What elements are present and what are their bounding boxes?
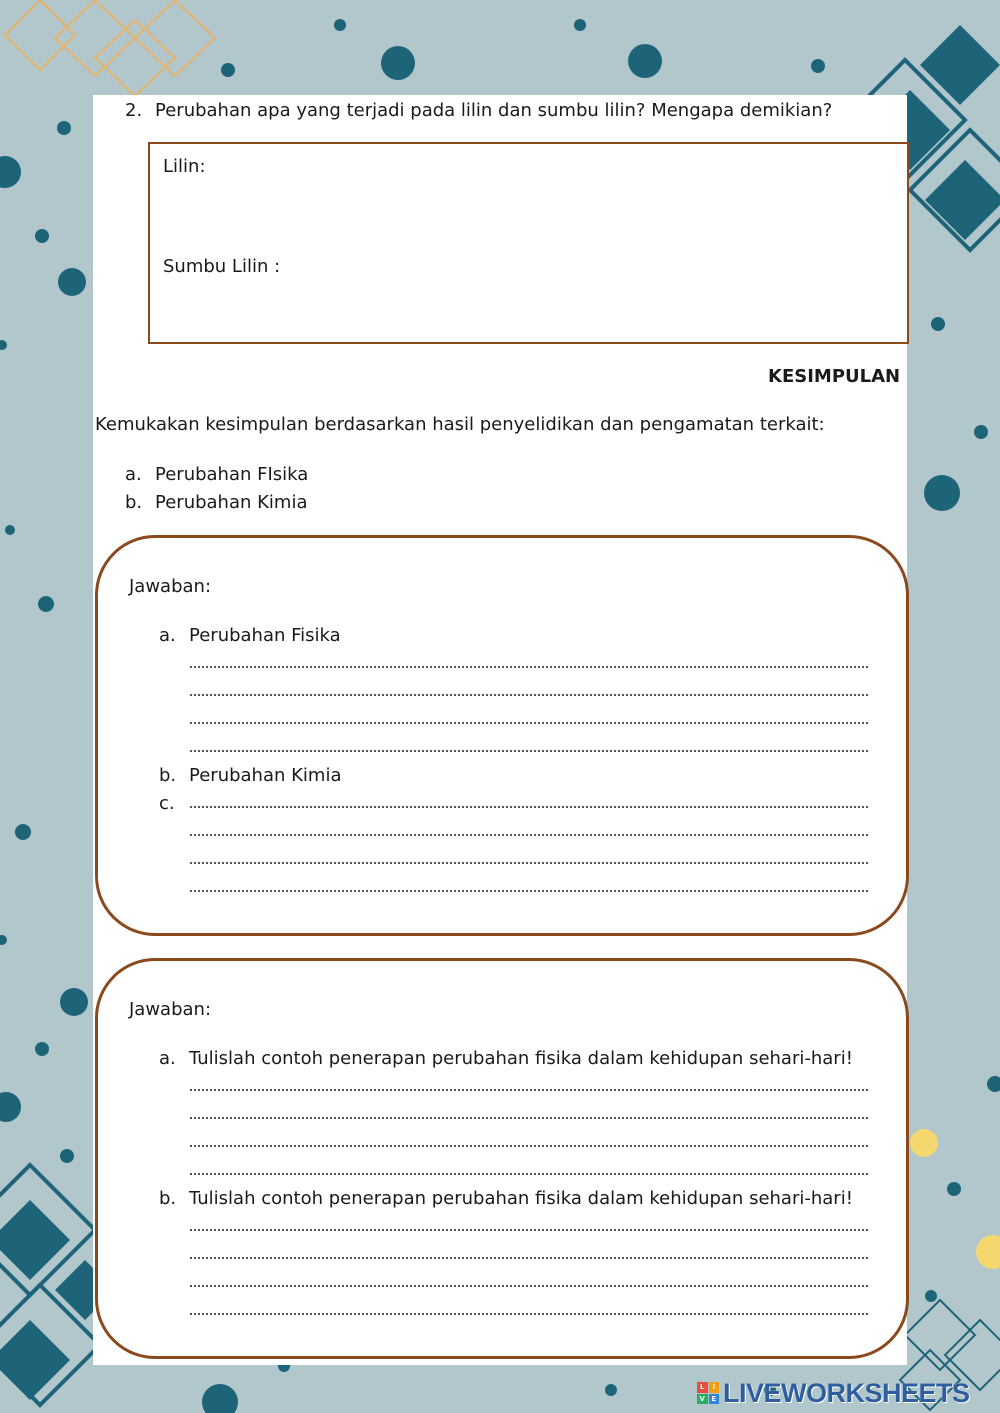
answer-line[interactable] — [190, 1255, 868, 1259]
logo-letter: L — [697, 1382, 708, 1393]
answer-line[interactable] — [190, 804, 868, 808]
logo-letter: V — [697, 1394, 708, 1405]
answer-box-2-b-marker: b. — [159, 1188, 177, 1209]
liveworksheets-brand[interactable] — [697, 1375, 970, 1411]
question-2-answer-box — [148, 142, 909, 344]
item-b-text: Perubahan Kimia — [155, 492, 308, 513]
yellow-dots — [910, 1129, 1000, 1269]
item-a-text: Perubahan FIsika — [155, 464, 309, 485]
answer-box-1-heading: Jawaban: — [129, 576, 212, 597]
answer-line[interactable] — [190, 832, 868, 836]
answer-line[interactable] — [190, 1143, 868, 1147]
label-sumbu-lilin: Sumbu Lilin : — [163, 256, 281, 277]
item-b-marker: b. — [125, 492, 143, 513]
answer-line[interactable] — [190, 748, 868, 752]
answer-box-1-a-marker: a. — [159, 625, 176, 646]
liveworksheets-logo-icon — [697, 1382, 719, 1404]
question-2-number: 2. — [125, 100, 143, 121]
logo-letter: I — [709, 1382, 720, 1393]
answer-box-1-c-marker: c. — [159, 793, 175, 814]
answer-line[interactable] — [190, 692, 868, 696]
question-2-text: Perubahan apa yang terjadi pada lilin dan sumbu lilin? Mengapa demikian? — [155, 100, 833, 121]
answer-box-1-b-marker: b. — [159, 765, 177, 786]
answer-box-2-a-marker: a. — [159, 1048, 176, 1069]
answer-box-1-b-text: Perubahan Kimia — [189, 765, 342, 786]
diamond-pattern-top-left — [5, 0, 215, 96]
label-lilin: Lilin: — [163, 156, 206, 177]
answer-box-2-heading: Jawaban: — [129, 999, 212, 1020]
answer-line[interactable] — [190, 860, 868, 864]
answer-line[interactable] — [190, 1171, 868, 1175]
answer-box-1 — [95, 535, 909, 936]
brand-text: LIVEWORKSHEETS — [723, 1377, 970, 1408]
answer-line[interactable] — [190, 720, 868, 724]
answer-box-2 — [95, 958, 909, 1359]
answer-line[interactable] — [190, 1115, 868, 1119]
logo-letter: E — [709, 1394, 720, 1405]
answer-box-2-a-text: Tulislah contoh penerapan perubahan fisika dalam kehidupan sehari-hari! — [189, 1048, 853, 1069]
answer-line[interactable] — [190, 1283, 868, 1287]
answer-line[interactable] — [190, 1311, 868, 1315]
answer-line[interactable] — [190, 664, 868, 668]
item-a-marker: a. — [125, 464, 142, 485]
answer-line[interactable] — [190, 1227, 868, 1231]
instruction-text: Kemukakan kesimpulan berdasarkan hasil penyelidikan dan pengamatan terkait: — [95, 414, 825, 435]
answer-line[interactable] — [190, 888, 868, 892]
answer-box-2-b-text: Tulislah contoh penerapan perubahan fisika dalam kehidupan sehari-hari! — [189, 1188, 853, 1209]
section-title-kesimpulan: KESIMPULAN — [768, 366, 901, 387]
answer-line[interactable] — [190, 1087, 868, 1091]
answer-box-1-a-text: Perubahan Fisika — [189, 625, 341, 646]
